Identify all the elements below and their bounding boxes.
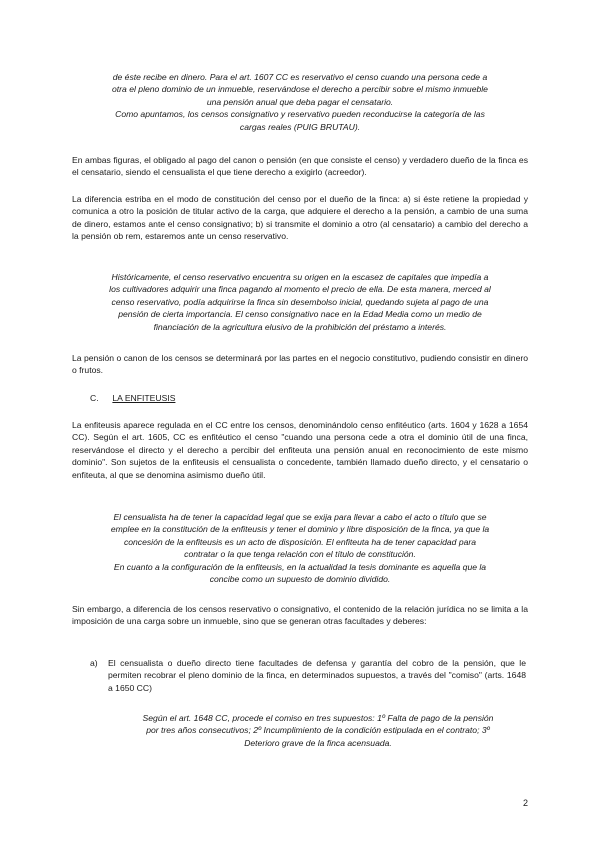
list-item-a bbox=[90, 657, 526, 694]
italic-note-censualista bbox=[72, 511, 528, 585]
list-item-text: El censualista o dueño directo tiene facultades de defensa y garantía del cobro de la pensión, que le permiten recobrar el pleno dominio de la finca, en determinados supuestos, a través del "comiso" (arts. 1648 a 1650 CC) bbox=[108, 658, 526, 693]
text-line: una pensión anual que deba pagar el censatario. bbox=[206, 96, 394, 107]
list-item-label: a) bbox=[90, 658, 98, 668]
text-line: por tres años consecutivos; 2º Incumplimiento de la condición estipulada en el contrato; 3º bbox=[146, 725, 490, 736]
paragraph-ambas-figuras: En ambas figuras, el obligado al pago del canon o pensión (en que consiste el censo) y verdadero dueño de la finca es el censatario, siendo el censualista el que tiene derecho a exigirlo (acreedor). bbox=[72, 155, 528, 178]
page-number: 2 bbox=[522, 798, 528, 808]
italic-note-historia bbox=[72, 271, 528, 333]
text-line: pensión de cierta importancia. El censo consignativo nace en la Edad Media como un medio de bbox=[118, 309, 482, 320]
text-line: de éste recibe en dinero. Para el art. 1607 CC es reservativo el censo cuando una persona cede a bbox=[112, 72, 488, 82]
text-line: otra el pleno dominio de un inmueble, reservándose el derecho a percibir sobre el mismo inmueble bbox=[112, 84, 488, 95]
text-line: censo reservativo, podía adquirirse la finca sin desembolso inicial, quedando sujeta al pago de una bbox=[111, 296, 489, 307]
text-line: Según el art. 1648 CC, procede el comiso en tres supuestos: 1º Falta de pago de la pensión bbox=[142, 713, 494, 723]
text-line: cargas reales (PUIG BRUTAU). bbox=[239, 121, 361, 132]
italic-note-comiso bbox=[108, 712, 528, 749]
text-line: contratar o la que tenga relación con el título de constitución. bbox=[184, 549, 416, 560]
paragraph-diferencia: La diferencia estriba en el modo de constitución del censo por el dueño de la finca: a) si éste retiene la propiedad y comunica a otro la posición de titular activo de la carga, que adquiere el derecho a la pensión, a cambio de una suma de dinero, estamos ante el censo consignativo; b) si transmite el dominio a otro (al censatario) a cambio del derecho a la pensión ob rem, estaremos ante un censo reservativo. bbox=[72, 194, 528, 242]
section-number: C. bbox=[90, 393, 99, 403]
text-line: concibe como un supuesto de dominio dividido. bbox=[209, 574, 391, 585]
text-line: emplee en la constitución de la enfiteusis y tener el dominio y libre disposición de la finca, ya que la bbox=[110, 524, 490, 535]
text-line: financiación de la agricultura elusivo de la prohibición del préstamo a interés. bbox=[153, 321, 447, 332]
paragraph-enfiteusis: La enfiteusis aparece regulada en el CC entre los censos, denominándolo censo enfitéutico (arts. 1604 y 1628 a 1654 CC). Según el art. 1605, CC es enfitéutico el censo "cuando una persona cede a otra el dominio útil de una finca, reservándose el directo y el derecho a percibir del enfiteuta una pensión anual en reconocimiento de este mismo dominio". Son sujetos de la enfiteusis el censualista o concedente, también llamado dueño directo, y el censatario o enfiteuta, al que se denomina asimismo dueño útil. bbox=[72, 420, 528, 480]
paragraph-sin-embargo: Sin embargo, a diferencia de los censos reservativo o consignativo, el contenido de la relación jurídica no se limita a la imposición de una carga sobre un inmueble, sino que se generan otras facultades y deberes: bbox=[72, 604, 528, 627]
text-line: Como apuntamos, los censos consignativo y reservativo pueden reconducirse la categoría de las bbox=[115, 109, 485, 120]
text-line: concesión de la enfiteusis es un acto de disposición. El enfiteuta ha de tener capacidad para bbox=[123, 536, 477, 547]
text-line: Deterioro grave de la finca acensuada. bbox=[244, 737, 392, 748]
italic-note-censo-reservativo bbox=[72, 71, 528, 133]
paragraph-pension-canon: La pensión o canon de los censos se determinará por las partes en el negocio constitutivo, pudiendo consistir en dinero o frutos. bbox=[72, 353, 528, 376]
text-line: El censualista ha de tener la capacidad legal que se exija para llevar a cabo el acto o título que se bbox=[113, 512, 487, 522]
text-line: los cultivadores adquirir una finca pagando al momento el precio de ella. De esta manera, merced al bbox=[109, 284, 491, 295]
text-line: En cuanto a la configuración de la enfiteusis, en la actualidad la tesis dominante es aquella que la bbox=[113, 561, 487, 572]
section-heading bbox=[90, 392, 175, 404]
section-title: LA ENFITEUSIS bbox=[112, 393, 176, 403]
text-line: Históricamente, el censo reservativo encuentra su origen en la escasez de capitales que impedía a bbox=[111, 272, 489, 282]
